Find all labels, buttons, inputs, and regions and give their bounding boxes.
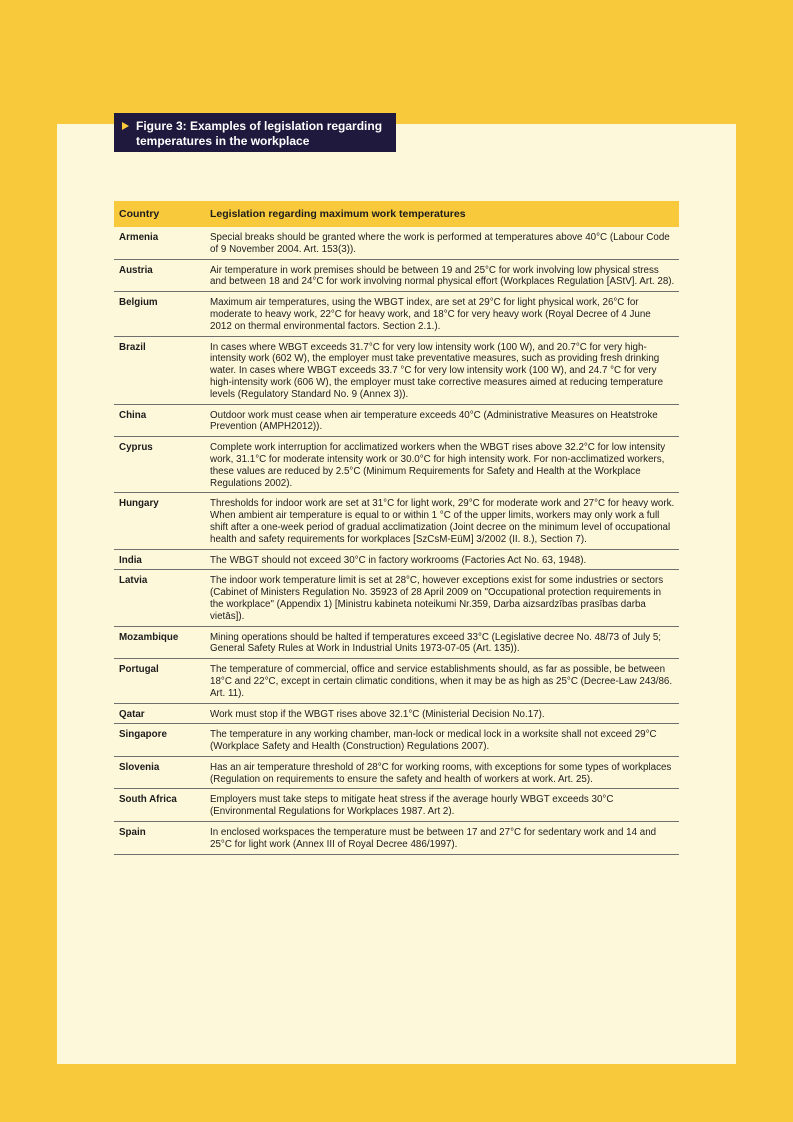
row-legislation: The WBGT should not exceed 30°C in factory workrooms (Factories Act No. 63, 1948). <box>210 554 587 566</box>
table-row <box>114 550 679 571</box>
row-country: Qatar <box>119 708 145 720</box>
table-row <box>114 570 679 626</box>
row-country: Brazil <box>119 341 146 353</box>
table-row <box>114 627 679 660</box>
row-legislation: In cases where WBGT exceeds 31.7°C for very low intensity work (100 W), and 20.7°C for very high-intensity work (602 W), the employer must take preventative measures, such as providing fresh drinking water. In cases where WBGT exceeds 33.7 °C for very low intensity work (100 W), and 24.7 °C for very high-intensity work (606 W), the employer must take corrective measures aimed at reducing temperature levels (Regulatory Standard No. 9 (Annex 3)). <box>210 341 664 400</box>
row-country: India <box>119 554 142 566</box>
triangle-bullet-icon <box>122 122 129 130</box>
row-country: Armenia <box>119 232 159 243</box>
row-legislation: The indoor work temperature limit is set at 28°C, however exceptions exist for some industries or sectors (Cabinet of Ministers Regulation No. 35923 of 28 April 2009 on "Occupational protection requirements in the workplace" (Appendix 1) [Ministru kabineta noteikumi Nr.359, Darba aizsardzības prasības darba vietās]). <box>210 575 664 622</box>
row-country: Spain <box>119 827 146 839</box>
row-country: Slovenia <box>119 761 160 773</box>
row-country: South Africa <box>119 794 177 806</box>
row-legislation: Work must stop if the WBGT rises above 32.1°C (Ministerial Decision No.17). <box>210 708 545 720</box>
table-row <box>114 724 679 757</box>
row-country: Belgium <box>119 297 158 309</box>
row-legislation: Mining operations should be halted if temperatures exceed 33°C (Legislative decree No. 48/73 of July 5; General Safety Rules at Work in Industrial Units 1973-07-05 (Art. 135)). <box>210 631 662 655</box>
table-row <box>114 405 679 438</box>
row-legislation: The temperature in any working chamber, man-lock or medical lock in a worksite shall not exceed 29°C (Workplace Safety and Health (Construction) Regulations 2007). <box>210 729 657 753</box>
table-row <box>114 493 679 549</box>
table-row <box>114 822 679 855</box>
table-row <box>114 704 679 725</box>
row-legislation: Complete work interruption for acclimatized workers when the WBGT rises above 32.2°C for low intensity work, 31.1°C for moderate intensity work or 30.0°C for high intensity work. For non-acclimatized workers, these values are reduced by 2.5°C (Minimum Requirements for Safety and Health at the Workplace Regulations 2002). <box>210 442 666 489</box>
header-legislation: Legislation regarding maximum work temperatures <box>210 208 466 220</box>
figure-caption <box>114 113 396 152</box>
row-legislation: Thresholds for indoor work are set at 31°C for light work, 29°C for moderate work and 27°C for heavy work. When ambient air temperature is equal to or within 1 °C of the upper limits, workers may only work a full shift after a one-week period of gradual acclimatization (Joint decree on the minimum level of occupational health and safety requirements for workplaces [SzCsM-EüM] 3/2002 (II. 8.), Section 7). <box>210 498 675 545</box>
row-country: Latvia <box>119 575 148 587</box>
table-row <box>114 260 679 293</box>
row-country: Cyprus <box>119 442 153 454</box>
legislation-table <box>114 201 679 855</box>
row-legislation: In enclosed workspaces the temperature must be between 17 and 27°C for sedentary work and 14 and 25°C for light work (Annex III of Royal Decree 486/1997). <box>210 827 657 850</box>
table-row <box>114 292 679 336</box>
table-row <box>114 789 679 822</box>
row-legislation: Outdoor work must cease when air temperature exceeds 40°C (Administrative Measures on Heatstroke Prevention (AMPH2012)). <box>210 409 658 433</box>
row-country: Portugal <box>119 664 159 676</box>
row-legislation: Air temperature in work premises should be between 19 and 25°C for work involving low physical stress and between 18 and 24°C for work involving normal physical effort (Workplaces Regulation [AStV]. Art. 28). <box>210 264 675 288</box>
table-row <box>114 227 679 260</box>
row-legislation: Maximum air temperatures, using the WBGT index, are set at 29°C for light physical work, 26°C for moderate to heavy work, 22°C for heavy work, and 18°C for very heavy work (Royal Decree of 4 June 2012 on thermal environmental factors. Section 2.1.). <box>210 297 651 332</box>
row-legislation: Special breaks should be granted where the work is performed at temperatures above 40°C (Labour Code of 9 November 2004. Art. 153(3)). <box>210 232 670 255</box>
row-country: Mozambique <box>119 631 179 643</box>
table-row <box>114 337 679 405</box>
header-country: Country <box>119 208 160 220</box>
row-country: Hungary <box>119 498 159 510</box>
row-country: Austria <box>119 264 153 276</box>
row-legislation: Has an air temperature threshold of 28°C for working rooms, with exceptions for some types of workplaces (Regulation on requirements to ensure the safety and health of workers at work. Art. 25). <box>210 761 672 785</box>
table-row <box>114 757 679 790</box>
table-header <box>114 201 679 227</box>
row-country: Singapore <box>119 729 167 741</box>
table-row <box>114 437 679 493</box>
figure-caption-text: Figure 3: Examples of legislation regarding temperatures in the workplace <box>136 119 383 148</box>
row-legislation: Employers must take steps to mitigate heat stress if the average hourly WBGT exceeds 30°C (Environmental Regulations for Workplaces 1987. Art 2). <box>210 794 614 818</box>
table-row <box>114 659 679 703</box>
row-country: China <box>119 409 147 421</box>
row-legislation: The temperature of commercial, office and service establishments should, as far as possible, be between 18°C and 22°C, except in certain climatic conditions, when it may be as high as 25°C (Decree-Law 243/86. Art. 11). <box>210 664 673 699</box>
